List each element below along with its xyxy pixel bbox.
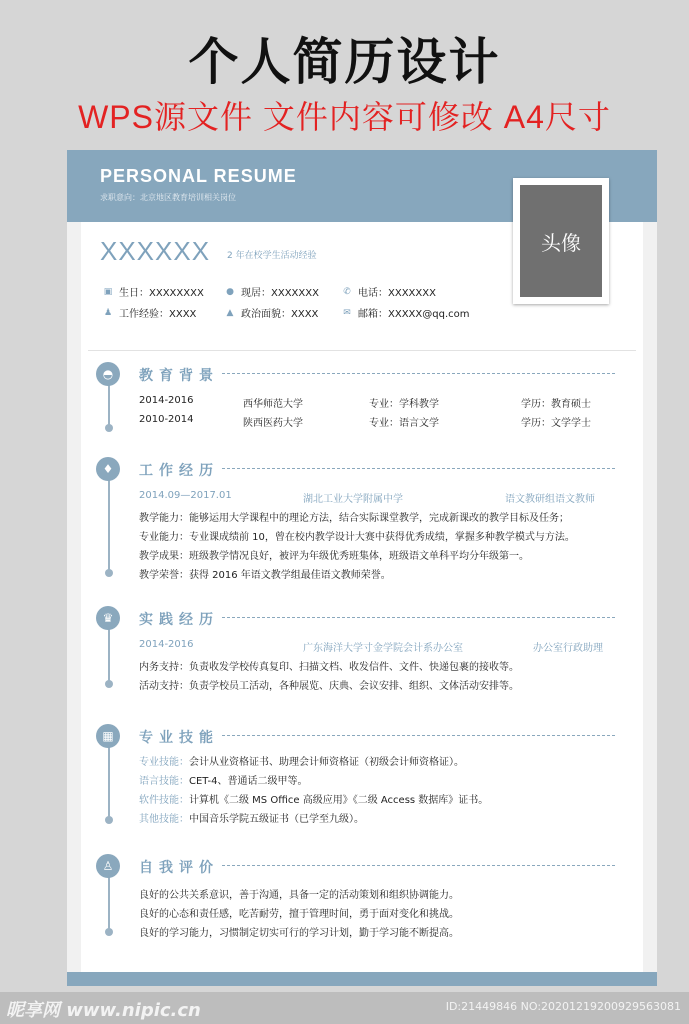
info-email: [342, 305, 469, 320]
edu-degree: 学历：文学学士: [521, 418, 591, 429]
work-line: 教学荣誉：获得 2016 年语文教学组最佳语文教师荣誉。: [139, 570, 391, 581]
edu-major: 专业：学科教学: [369, 399, 439, 410]
skill-row: [139, 772, 307, 787]
left-border: [67, 222, 81, 972]
section-title-education: 教育背景: [139, 368, 219, 384]
skill-row: [139, 791, 488, 806]
email-icon: ✉: [343, 307, 351, 318]
skill-label: 语言技能：: [139, 776, 189, 787]
work-period: 2014.09—2017.01: [139, 490, 232, 501]
edu-major: 专业：语言文学: [369, 418, 439, 429]
work-line: 教学成果：班级教学情况良好，被评为年级优秀班集体，班级语文单科平均分年级第一。: [139, 551, 529, 562]
timeline-dot: [105, 928, 113, 936]
self-line: 良好的公共关系意识，善于沟通，具备一定的活动策划和组织协调能力。: [139, 890, 459, 901]
info-experience: [103, 305, 196, 320]
self-line: 良好的心态和责任感，吃苦耐劳，擅于管理时间，勇于面对变化和挑战。: [139, 909, 459, 920]
practice-role: 办公室行政助理: [533, 643, 603, 654]
skill-label: 软件技能：: [139, 795, 189, 806]
practice-period: 2014-2016: [139, 639, 194, 650]
section-title-skills: 专业技能: [139, 730, 219, 746]
skill-row: [139, 810, 364, 825]
poster-subtitle: WPS源文件 文件内容可修改 A4尺寸: [78, 99, 611, 135]
skill-value: 中国音乐学院五级证书（已学至九级）。: [189, 814, 364, 825]
skill-value: 会计从业资格证书、助理会计师资格证（初级会计师资格证）。: [189, 757, 464, 768]
skill-row: [139, 753, 464, 768]
grid-icon: ▦: [96, 724, 120, 748]
section-divider: [222, 617, 615, 618]
resume-page: [67, 150, 657, 986]
poster-title: 个人简历设计: [188, 33, 501, 91]
header-divider: [88, 350, 636, 351]
tie-icon: ♦: [96, 457, 120, 481]
work-line: 专业能力：专业课成绩前 10，曾在校内教学设计大赛中获得优秀成绩，掌握多种教学模式与方法。: [139, 532, 575, 543]
section-divider: [222, 735, 615, 736]
timeline-line: [108, 746, 110, 820]
self-line: 良好的学习能力，习惯制定切实可行的学习计划，勤于学习能不断提高。: [139, 928, 459, 939]
edu-school: 西华师范大学: [243, 399, 303, 410]
work-org: 湖北工业大学附属中学: [303, 494, 403, 505]
phone-icon: ✆: [343, 286, 351, 297]
timeline-dot: [105, 680, 113, 688]
work-role: 语文教研组语文教师: [505, 494, 595, 505]
person-icon: ♙: [96, 854, 120, 878]
job-intent: 求职意向：北京地区教育培训相关岗位: [100, 193, 236, 202]
right-border: [643, 222, 657, 972]
info-experience-text: 工作经验：XXXX: [119, 309, 197, 320]
name-note: 2 年在校学生活动经验: [227, 251, 317, 261]
watermark-id: ID:21449846 NO:20201219200929563081: [445, 1000, 681, 1013]
calendar-icon: ▣: [103, 286, 113, 297]
info-birth: [103, 284, 204, 299]
practice-line: 内务支持：负责收发学校传真复印、扫描文档、收发信件、文件、快递包裹的接收等。: [139, 662, 519, 673]
edu-degree: 学历：教育硕士: [521, 399, 591, 410]
info-phone: [342, 284, 436, 299]
info-politics-text: 政治面貌：XXXX: [241, 309, 319, 320]
work-line: 教学能力：能够运用大学课程中的理论方法，结合实际课堂教学，完成新课改的教学目标及任务；: [139, 513, 569, 524]
practice-org: 广东海洋大学寸金学院会计系办公室: [303, 643, 463, 654]
timeline-line: [108, 876, 110, 932]
trophy-icon: ♛: [96, 606, 120, 630]
info-residence-text: 现居：XXXXXXX: [241, 288, 319, 299]
skill-label: 专业技能：: [139, 757, 189, 768]
timeline-dot: [105, 816, 113, 824]
section-divider: [222, 373, 615, 374]
section-title-self: 自我评价: [139, 860, 219, 876]
timeline-line: [108, 628, 110, 684]
section-title-practice: 实践经历: [139, 612, 219, 628]
section-title-work: 工作经历: [139, 463, 219, 479]
edu-period: 2014-2016: [139, 395, 194, 406]
info-email-text: 邮箱：XXXXX@qq.com: [358, 309, 470, 320]
resume-title: PERSONAL RESUME: [100, 166, 297, 186]
practice-line: 活动支持：负责学校员工活动，各种展览、庆典、会议安排、组织、文体活动安排等。: [139, 681, 519, 692]
user-icon: ♟: [103, 307, 113, 318]
graduation-cap-icon: ▲: [226, 307, 234, 318]
info-birth-text: 生日：XXXXXXXX: [119, 288, 204, 299]
timeline-dot: [105, 424, 113, 432]
info-politics: [225, 305, 318, 320]
photo-frame: [513, 178, 609, 304]
skill-value: 计算机《二级 MS Office 高级应用》《二级 Access 数据库》证书。: [189, 795, 489, 806]
timeline-line: [108, 479, 110, 573]
candidate-name: XXXXXX: [100, 236, 211, 266]
skill-value: CET-4、普通话二级甲等。: [189, 776, 308, 787]
skill-label: 其他技能：: [139, 814, 189, 825]
graduation-cap-icon: ◓: [96, 362, 120, 386]
watermark-logo: 昵享网 www.nipic.cn: [6, 1000, 201, 1021]
timeline-dot: [105, 569, 113, 577]
section-divider: [222, 468, 615, 469]
edu-school: 陕西医药大学: [243, 418, 303, 429]
info-phone-text: 电话：XXXXXXX: [358, 288, 436, 299]
section-divider: [222, 865, 615, 866]
footer-band: [67, 972, 657, 986]
edu-period: 2010-2014: [139, 414, 194, 425]
location-pin-icon: ●: [226, 286, 234, 297]
timeline-line: [108, 384, 110, 428]
info-residence: [225, 284, 319, 299]
photo-placeholder: 头像: [520, 185, 602, 297]
